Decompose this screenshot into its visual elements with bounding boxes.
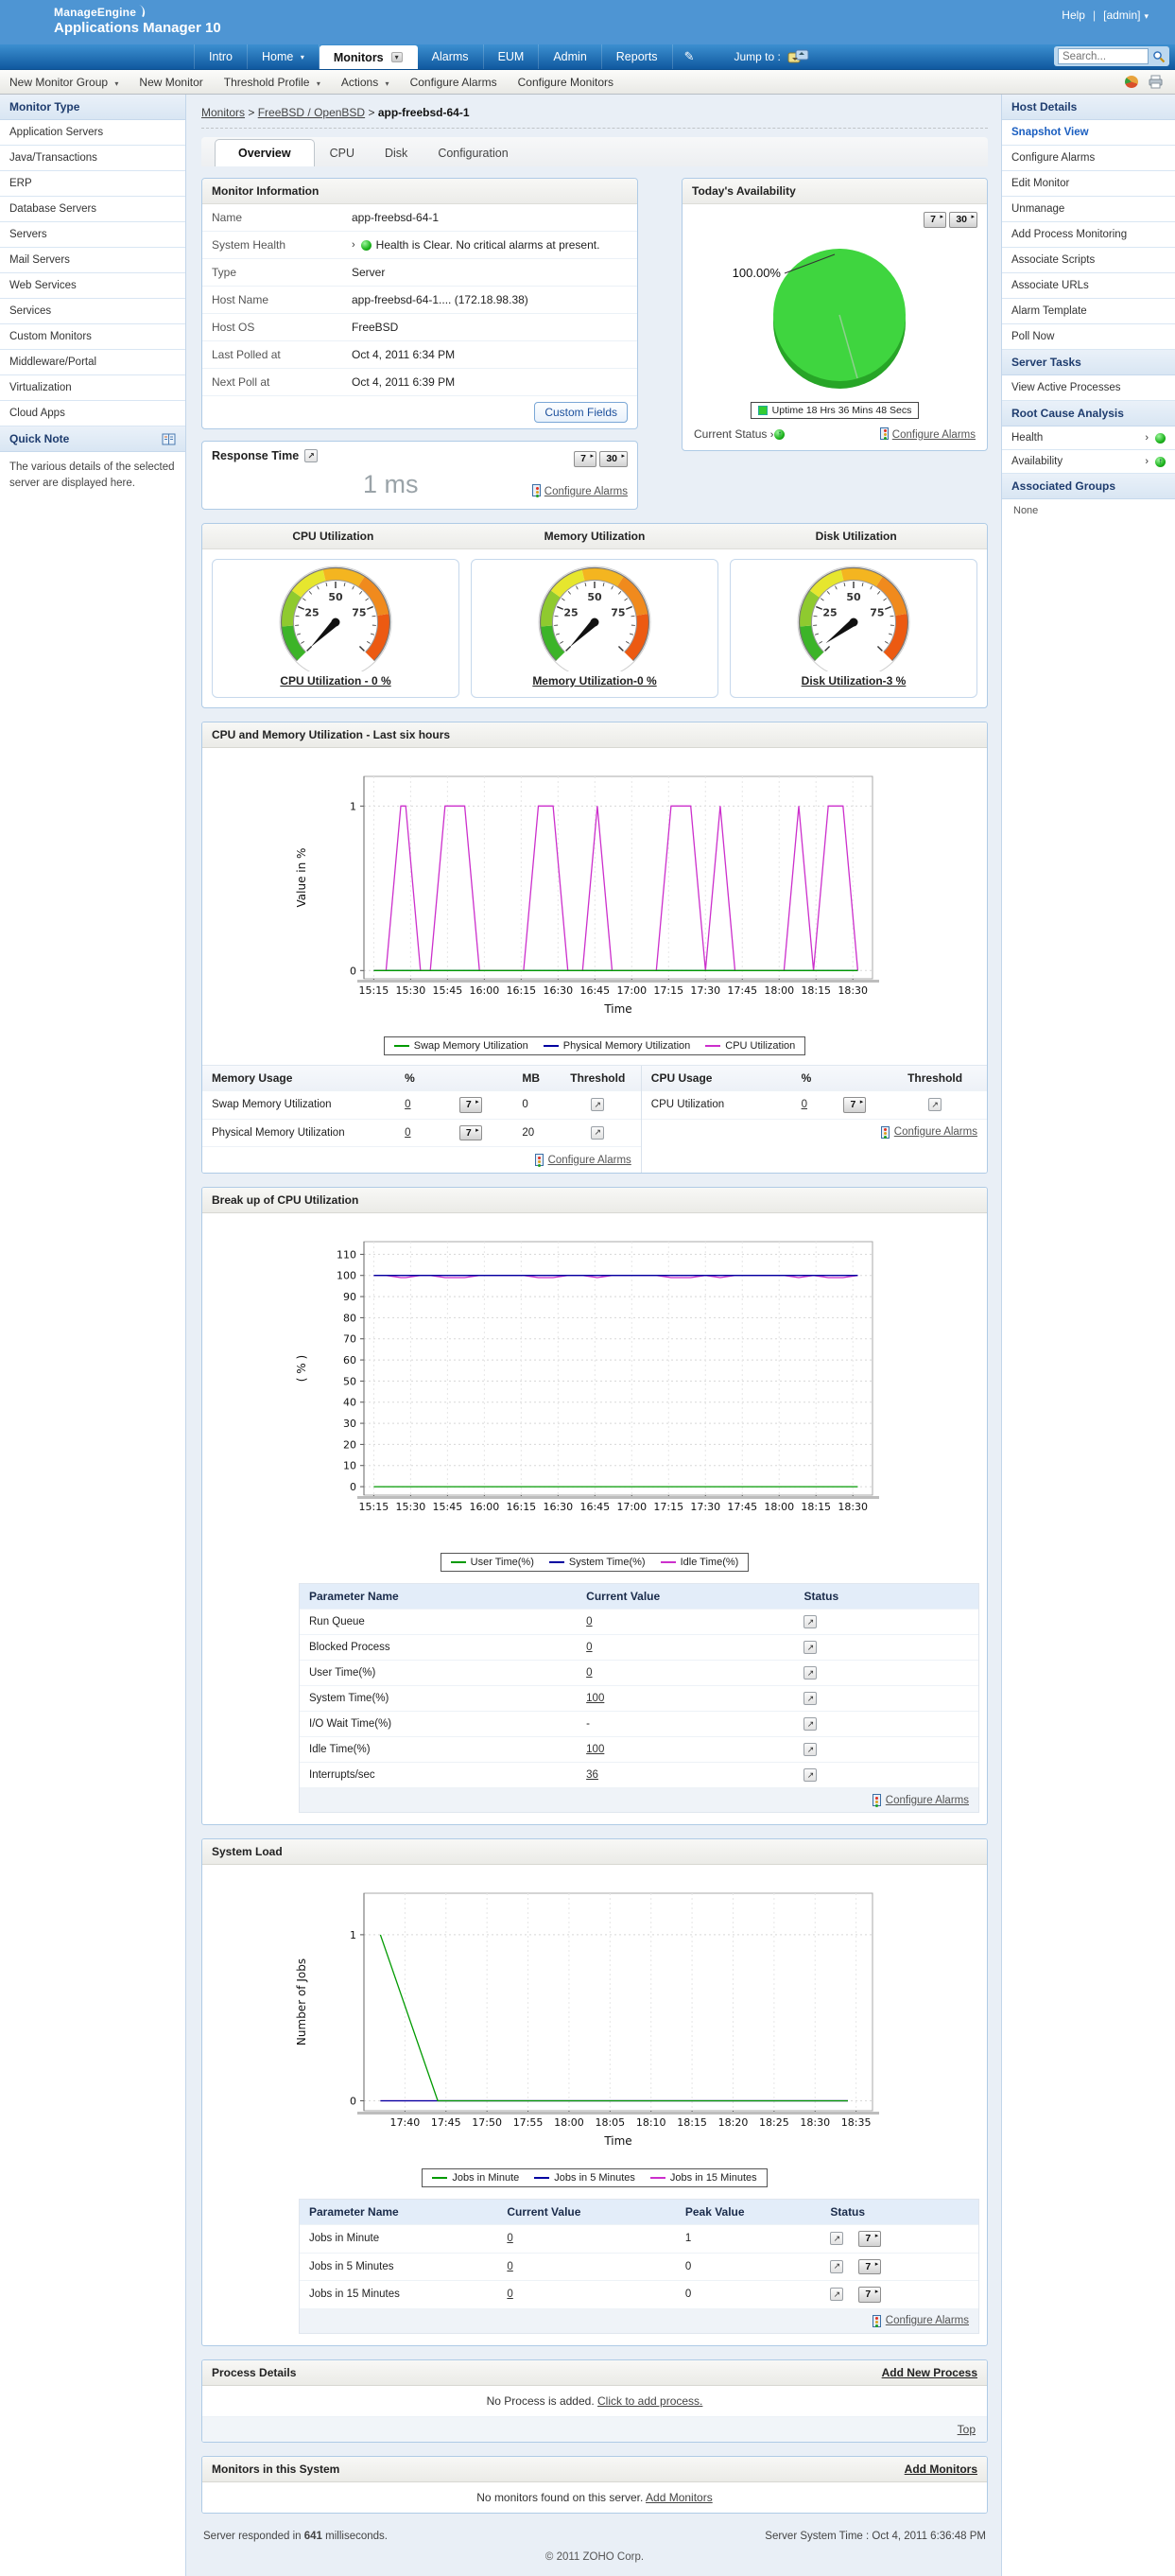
open-report-icon[interactable]: ↗ [304,449,318,462]
threshold-icon[interactable]: ↗ [803,1717,817,1731]
expand-icon: ▸ [621,453,625,460]
last-7-days-button[interactable]: 7 ▸ [924,212,946,228]
current-status: Current Status › ↑ [694,427,785,441]
associated-groups-header: Associated Groups [1002,474,1175,499]
monitor-information-panel [201,178,638,429]
brand-line1: ManageEngine [54,6,136,19]
response-time-panel [201,441,638,510]
svg-text:18:15: 18:15 [801,984,831,997]
click-to-add-process-link[interactable]: Click to add process. [597,2394,702,2408]
memory-usage-table: Memory Usage % MB Threshold Swap Memory Utilization 0 7 ▸ 0 ↗ Physical Memory Utilization 0 7 ▸ 20 ↗ Configure Alarms [202,1066,642,1173]
svg-text:70: 70 [343,1333,356,1346]
top-link[interactable]: Top [958,2423,976,2436]
utilization-gauges-panel [201,523,988,708]
sidebar-item-poll-now[interactable]: Poll Now [1002,324,1175,350]
svg-text:17:45: 17:45 [431,2116,461,2129]
last-7-days-button[interactable]: 7 ▸ [858,2259,881,2275]
svg-text:0: 0 [350,2095,356,2107]
sidebar-item-associate-urls[interactable]: Associate URLs [1002,273,1175,299]
svg-text:40: 40 [343,1397,356,1409]
table-row-interrupts: Interrupts/sec 36 ↗ [300,1763,978,1788]
cpu-breakup-section-title: Break up of CPU Utilization [202,1188,987,1213]
table-row-cpu-utilization: CPU Utilization 0 7 ▸ ↗ [642,1091,987,1120]
cpu-memory-section [201,722,988,1174]
svg-text:16:00: 16:00 [470,1501,500,1513]
expand-icon: ▸ [875,2289,879,2295]
expand-icon: ▸ [475,1127,479,1134]
nav-alarms[interactable]: Alarms [418,44,484,69]
table-row-blocked-process: Blocked Process 0 ↗ [300,1635,978,1661]
svg-text:80: 80 [343,1312,356,1324]
svg-text:1: 1 [350,800,356,812]
svg-text:16:45: 16:45 [579,1501,610,1513]
configure-alarms-link[interactable]: Configure Alarms [886,2315,969,2326]
sidebar-item-unmanage[interactable]: Unmanage [1002,197,1175,222]
chevron-down-icon: ▾ [114,79,118,88]
memory-gauge-caption[interactable]: Memory Utilization-0 % [532,674,656,688]
value-link[interactable]: 0 [586,1667,592,1679]
system-load-table: Parameter Name Current Value Peak Value Status Jobs in Minute 0 1 ↗ 7 ▸ Jobs in 5 Minutes 0 0 ↗ 7 ▸ Jobs in 15 Minutes 0 0 ↗ 7 ▸ Configure Alarms [299,2199,979,2334]
svg-text:0: 0 [350,965,356,977]
table-row-run-queue: Run Queue 0 ↗ [300,1610,978,1635]
svg-text:18:15: 18:15 [677,2116,707,2129]
nav-reports[interactable]: Reports [602,44,673,69]
cpu-memory-chart [202,748,987,1055]
last-7-days-button[interactable]: 7 ▸ [574,451,596,467]
logo-swoosh-icon [136,5,147,17]
expand-icon: ▸ [475,1099,479,1105]
chevron-icon: › [1145,432,1149,444]
threshold-icon[interactable]: ↗ [928,1098,942,1111]
threshold-profile-button[interactable]: Threshold Profile ▾ [224,76,320,89]
svg-text:17:55: 17:55 [513,2116,544,2129]
chevron-down-icon: ▾ [386,79,389,88]
svg-text:30: 30 [343,1418,356,1430]
table-row-user-time: User Time(%) 0 ↗ [300,1661,978,1686]
gauge-header-disk: Disk Utilization [725,524,987,548]
nav-spacer [0,44,194,69]
search-input[interactable] [1058,48,1149,64]
svg-text:16:15: 16:15 [506,1501,536,1513]
last-30-days-button[interactable]: 30 ▸ [599,451,628,467]
threshold-icon[interactable]: ↗ [591,1126,604,1140]
sidebar-item-configure-alarms[interactable]: Configure Alarms [1002,146,1175,171]
rca-availability-row: Availability › ↑ [1002,450,1175,474]
svg-text:15:30: 15:30 [396,1501,426,1513]
search-icon[interactable] [1152,50,1166,63]
svg-text:17:30: 17:30 [690,1501,720,1513]
system-load-chart [202,1865,987,2187]
svg-text:75: 75 [352,607,366,619]
sidebar-item-services[interactable]: Services [0,299,185,324]
memory-gauge-card [471,559,718,698]
svg-text:17:00: 17:00 [616,984,647,997]
svg-text:18:00: 18:00 [764,984,794,997]
svg-text:15:15: 15:15 [359,984,389,997]
left-sidebar [0,95,186,2576]
last-7-days-button[interactable]: 7 ▸ [459,1097,482,1113]
cpu-gauge [216,566,455,674]
main-navbar [0,44,1175,70]
svg-text:16:15: 16:15 [506,984,536,997]
last-7-days-button[interactable]: 7 ▸ [858,2231,881,2247]
svg-text:18:00: 18:00 [764,1501,794,1513]
system-load-section [201,1838,988,2346]
sidebar-item-custom-monitors[interactable]: Custom Monitors [0,324,185,350]
quick-note-header: Quick Note [0,426,185,452]
chart-legend: Swap Memory Utilization Physical Memory Utilization CPU Utilization [384,1036,806,1055]
process-details-title: Process Details [212,2366,296,2379]
breadcrumb-current: app-freebsd-64-1 [378,106,470,119]
table-row-jobs-minute: Jobs in Minute 0 1 ↗ 7 ▸ [300,2225,978,2254]
process-empty-message: No Process is added. Click to add process. [202,2386,987,2417]
svg-text:17:15: 17:15 [653,984,683,997]
threshold-icon[interactable]: ↗ [830,2232,843,2245]
disk-gauge [734,566,973,674]
cpu-parameters-table: Parameter Name Current Value Status Run Queue 0 ↗ Blocked Process 0 ↗ User Time(%) 0 ↗ System Time(%) 100 ↗ I/O Wait Time(%) - ↗ Idle Time(%) 100 ↗ Interrupts/sec 36 ↗ Configure Alarms [299,1583,979,1813]
printer-icon[interactable] [1148,75,1164,89]
quick-note-text: The various details of the selected server are displayed here. [0,452,185,500]
system-load-section-title: System Load [202,1839,987,1865]
tab-configuration[interactable]: Configuration [423,140,523,166]
sidebar-item-add-process-monitoring[interactable]: Add Process Monitoring [1002,222,1175,248]
value-link[interactable]: 100 [586,1744,604,1755]
traffic-light-icon [880,427,889,440]
svg-text:18:35: 18:35 [841,2116,872,2129]
tab-overview[interactable]: Overview [215,139,315,166]
value-link[interactable]: 0 [586,1616,592,1627]
value-link[interactable]: 0 [507,2261,512,2272]
availability-panel [682,178,988,451]
associated-groups-none: None [1002,499,1175,522]
add-monitors-inline-link[interactable]: Add Monitors [646,2491,713,2504]
chevron-down-icon[interactable]: ▾ [391,52,403,62]
expand-icon: ▸ [860,1099,864,1105]
chevron-down-icon: ▾ [1144,11,1149,21]
nav-admin[interactable]: Admin [539,44,601,69]
svg-text:18:20: 18:20 [718,2116,749,2129]
configure-monitors-button[interactable]: Configure Monitors [518,76,613,89]
svg-text:20: 20 [343,1438,356,1451]
nav-monitors[interactable]: Monitors ▾ [320,45,418,69]
sidebar-item-servers[interactable]: Servers [0,222,185,248]
disk-gauge-card [730,559,977,698]
svg-text:110: 110 [337,1248,356,1261]
info-row-host-os: Host OS FreeBSD [202,314,637,341]
new-monitor-group-button[interactable]: New Monitor Group ▾ [9,76,118,89]
cpu-breakup-section [201,1187,988,1825]
chevron-down-icon: ▾ [301,53,304,61]
breadcrumb-separator: > [248,106,254,119]
svg-text:0: 0 [350,1481,356,1493]
sidebar-item-associate-scripts[interactable]: Associate Scripts [1002,248,1175,273]
svg-text:17:15: 17:15 [653,1501,683,1513]
add-new-process-link[interactable]: Add New Process [882,2366,977,2379]
custom-fields-button[interactable]: Custom Fields [534,402,628,423]
threshold-icon[interactable]: ↗ [803,1743,817,1756]
top-right-links [1062,9,1149,22]
gauge-header-cpu: CPU Utilization [202,524,464,548]
svg-text:Time: Time [603,2134,631,2148]
svg-text:25: 25 [822,607,837,619]
nav-home[interactable]: Home ▾ [248,44,320,69]
monitor-information-title: Monitor Information [202,179,637,204]
svg-text:( % ): ( % ) [295,1355,308,1382]
traffic-light-icon [873,2315,881,2327]
threshold-icon[interactable]: ↗ [803,1666,817,1680]
last-7-days-button[interactable]: 7 ▸ [858,2287,881,2303]
info-row-host-name: Host Name app-freebsd-64-1.... (172.18.98.38) [202,287,637,314]
cpu-gauge-caption[interactable]: CPU Utilization - 0 % [280,674,390,688]
svg-text:17:30: 17:30 [690,984,720,997]
chevron-icon: › [770,429,774,441]
svg-text:18:00: 18:00 [554,2116,584,2129]
sidebar-item-view-active-processes[interactable]: View Active Processes [1002,375,1175,401]
uptime-swatch [758,406,768,415]
expand-icon: ▸ [875,2261,879,2268]
jump-to-label: Jump to : [734,50,780,63]
expand-icon: ▸ [875,2233,879,2239]
toolbar [0,70,1175,95]
chevron-down-icon: ▾ [317,79,320,88]
value-link[interactable]: 0 [586,1642,592,1653]
svg-text:100: 100 [337,1270,356,1282]
svg-text:18:15: 18:15 [801,1501,831,1513]
table-row-jobs-15min: Jobs in 15 Minutes 0 0 ↗ 7 ▸ [300,2281,978,2309]
tab-disk[interactable]: Disk [370,140,423,166]
tab-cpu[interactable]: CPU [315,140,370,166]
sidebar-item-mail-servers[interactable]: Mail Servers [0,248,185,273]
configure-alarms-link[interactable]: Configure Alarms [544,486,628,497]
svg-text:16:30: 16:30 [543,984,573,997]
last-30-days-button[interactable]: 30 ▸ [949,212,977,228]
nav-eum[interactable]: EUM [484,44,540,69]
svg-text:16:30: 16:30 [543,1501,573,1513]
svg-text:60: 60 [343,1354,356,1366]
table-row-io-wait: I/O Wait Time(%) - ↗ [300,1712,978,1737]
svg-text:18:25: 18:25 [759,2116,789,2129]
divider: | [1093,9,1096,22]
monitor-type-header: Monitor Type [0,95,185,120]
info-row-name: Name app-freebsd-64-1 [202,204,637,232]
availability-title: Today's Availability [683,179,987,204]
value-link[interactable]: 36 [586,1769,598,1781]
physical-pct-link[interactable]: 0 [405,1127,410,1139]
svg-text:50: 50 [343,1375,356,1387]
configure-alarms-link[interactable]: Configure Alarms [892,429,976,441]
traffic-light-icon [873,1794,881,1806]
svg-text:15:30: 15:30 [396,984,426,997]
sidebar-item-middleware-portal[interactable]: Middleware/Portal [0,350,185,375]
threshold-icon[interactable]: ↗ [830,2260,843,2273]
breadcrumb-group-link[interactable]: FreeBSD / OpenBSD [258,106,365,119]
threshold-icon[interactable]: ↗ [591,1098,604,1111]
host-details-header: Host Details [1002,95,1175,120]
cpu-gauge-card [212,559,459,698]
info-row-next-poll: Next Poll at Oct 4, 2011 6:39 PM [202,369,637,396]
edit-pencil-icon[interactable]: ✎ [673,44,706,69]
svg-text:1: 1 [350,1929,356,1941]
main-content [186,95,1001,2576]
chevron-icon: › [352,239,355,251]
monitors-in-system-section [201,2456,988,2514]
health-ok-icon[interactable] [361,240,372,251]
sidebar-item-erp[interactable]: ERP [0,171,185,197]
health-ok-icon[interactable] [1155,433,1166,444]
svg-text:75: 75 [611,607,625,619]
top-header-bar [0,0,1175,44]
admin-menu[interactable]: [admin] [1103,9,1140,22]
info-row-system-health: System Health › Health is Clear. No critical alarms at present. [202,232,637,259]
pie-percent-label: 100.00% [733,266,782,280]
expand-icon: ▸ [940,214,943,220]
sidebar-item-edit-monitor[interactable]: Edit Monitor [1002,171,1175,197]
table-row-swap-memory: Swap Memory Utilization 0 7 ▸ 0 ↗ [202,1091,641,1120]
sidebar-item-java-transactions[interactable]: Java/Transactions [0,146,185,171]
svg-text:25: 25 [304,607,319,619]
svg-text:15:15: 15:15 [359,1501,389,1513]
pie-legend: Uptime 18 Hrs 36 Mins 48 Secs [751,402,920,419]
threshold-icon[interactable]: ↗ [830,2288,843,2301]
status-up-icon[interactable]: ↑ [774,429,785,440]
sidebar-item-application-servers[interactable]: Application Servers [0,120,185,146]
server-time: Server System Time : Oct 4, 2011 6:36:48 PM [765,2531,986,2542]
root-cause-analysis-header: Root Cause Analysis [1002,401,1175,426]
svg-text:Value in %: Value in % [295,848,308,908]
copyright: © 2011 ZOHO Corp. [201,2551,988,2563]
chevron-icon: › [1145,456,1149,467]
svg-text:18:30: 18:30 [838,1501,868,1513]
swap-pct-link[interactable]: 0 [405,1099,410,1110]
add-monitors-link[interactable]: Add Monitors [905,2463,977,2476]
svg-text:16:00: 16:00 [470,984,500,997]
tab-strip [201,137,988,166]
table-row-idle-time: Idle Time(%) 100 ↗ [300,1737,978,1763]
table-row-physical-memory: Physical Memory Utilization 0 7 ▸ 20 ↗ [202,1120,641,1148]
svg-text:17:40: 17:40 [390,2116,421,2129]
threshold-icon[interactable]: ↗ [803,1692,817,1705]
svg-text:50: 50 [846,591,861,603]
nav-intro[interactable]: Intro [194,44,248,69]
svg-text:50: 50 [587,591,602,603]
right-sidebar [1001,95,1175,2576]
configure-alarms-link[interactable]: Configure Alarms [886,1795,969,1806]
svg-text:15:45: 15:45 [433,1501,463,1513]
availability-up-icon[interactable]: ↑ [1155,457,1166,467]
search-box [1054,46,1169,66]
svg-text:16:45: 16:45 [579,984,610,997]
svg-text:Time: Time [603,1002,631,1016]
info-row-last-polled: Last Polled at Oct 4, 2011 6:34 PM [202,341,637,369]
svg-text:Number of Jobs: Number of Jobs [295,1958,308,2045]
sidebar-item-alarm-template[interactable]: Alarm Template [1002,299,1175,324]
svg-text:17:50: 17:50 [472,2116,502,2129]
sidebar-item-cloud-apps[interactable]: Cloud Apps [0,401,185,426]
svg-text:18:30: 18:30 [800,2116,830,2129]
svg-text:18:30: 18:30 [838,984,868,997]
monitors-in-system-title: Monitors in this System [212,2463,339,2476]
expand-icon: ▸ [590,453,594,460]
svg-text:17:45: 17:45 [727,1501,757,1513]
sidebar-item-database-servers[interactable]: Database Servers [0,197,185,222]
actions-button[interactable]: Actions ▾ [341,76,389,89]
svg-text:25: 25 [563,607,578,619]
response-time-value: 1 ms [363,470,476,499]
jump-to-icon[interactable] [787,49,810,64]
table-row-system-time: System Time(%) 100 ↗ [300,1686,978,1712]
threshold-icon[interactable]: ↗ [803,1768,817,1782]
configure-alarms-link[interactable]: Configure Alarms [548,1155,631,1166]
svg-text:18:05: 18:05 [595,2116,625,2129]
cpu-usage-table: CPU Usage % Threshold CPU Utilization 0 7 ▸ ↗ Configure Alarms [642,1066,987,1173]
configure-alarms-button[interactable]: Configure Alarms [410,76,497,89]
svg-text:15:45: 15:45 [433,984,463,997]
page-footer: Server responded in 641 milliseconds. Server System Time : Oct 4, 2011 6:36:48 PM [201,2531,988,2542]
monitors-empty-message: No monitors found on this server. Add Monitors [202,2482,987,2513]
svg-text:50: 50 [328,591,343,603]
threshold-icon[interactable]: ↗ [803,1641,817,1654]
traffic-light-icon [535,1154,544,1166]
cpu-breakup-chart [202,1213,987,1572]
server-tasks-header: Server Tasks [1002,350,1175,375]
last-7-days-button[interactable]: 7 ▸ [843,1097,866,1113]
svg-text:90: 90 [343,1291,356,1303]
value-link[interactable]: 100 [586,1693,604,1704]
sidebar-item-snapshot-view[interactable]: Snapshot View [1002,120,1175,146]
cpu-pct-link[interactable]: 0 [802,1099,807,1110]
svg-text:75: 75 [870,607,884,619]
response-time-title: Response Time [212,449,299,462]
last-7-days-button[interactable]: 7 ▸ [459,1125,482,1141]
process-details-section [201,2359,988,2443]
chart-legend: User Time(%) System Time(%) Idle Time(%) [441,1553,750,1572]
traffic-light-icon [881,1126,890,1139]
rca-health-row: Health › [1002,426,1175,450]
breadcrumb-separator: > [368,106,374,119]
configure-alarms-link[interactable]: Configure Alarms [894,1126,977,1138]
expand-icon: ▸ [971,214,975,220]
cpu-memory-section-title: CPU and Memory Utilization - Last six hours [202,722,987,748]
svg-text:18:10: 18:10 [636,2116,666,2129]
breadcrumb-monitors-link[interactable]: Monitors [201,106,245,119]
svg-text:17:00: 17:00 [616,1501,647,1513]
chart-legend: Jobs in Minute Jobs in 5 Minutes Jobs in 15 Minutes [422,2168,767,2187]
svg-text:17:45: 17:45 [727,984,757,997]
app-logo [54,6,221,36]
value-link[interactable]: 0 [507,2233,512,2244]
availability-pie-chart [693,228,976,400]
value-link[interactable]: 0 [507,2289,512,2300]
table-row-jobs-5min: Jobs in 5 Minutes 0 0 ↗ 7 ▸ [300,2254,978,2282]
breadcrumb [201,102,988,129]
note-icon [162,433,176,445]
disk-gauge-caption[interactable]: Disk Utilization-3 % [802,674,907,688]
pie-chart-icon[interactable] [1125,76,1138,88]
svg-text:10: 10 [343,1460,356,1472]
traffic-light-icon [532,484,541,496]
new-monitor-button[interactable]: New Monitor [139,76,202,89]
help-link[interactable]: Help [1062,9,1085,22]
memory-gauge [475,566,714,674]
jump-to [734,44,809,69]
sidebar-item-web-services[interactable]: Web Services [0,273,185,299]
info-row-type: Type Server [202,259,637,287]
gauge-header-memory: Memory Utilization [464,524,726,548]
sidebar-item-virtualization[interactable]: Virtualization [0,375,185,401]
threshold-icon[interactable]: ↗ [803,1615,817,1628]
brand-line2: Applications Manager 10 [54,20,221,36]
